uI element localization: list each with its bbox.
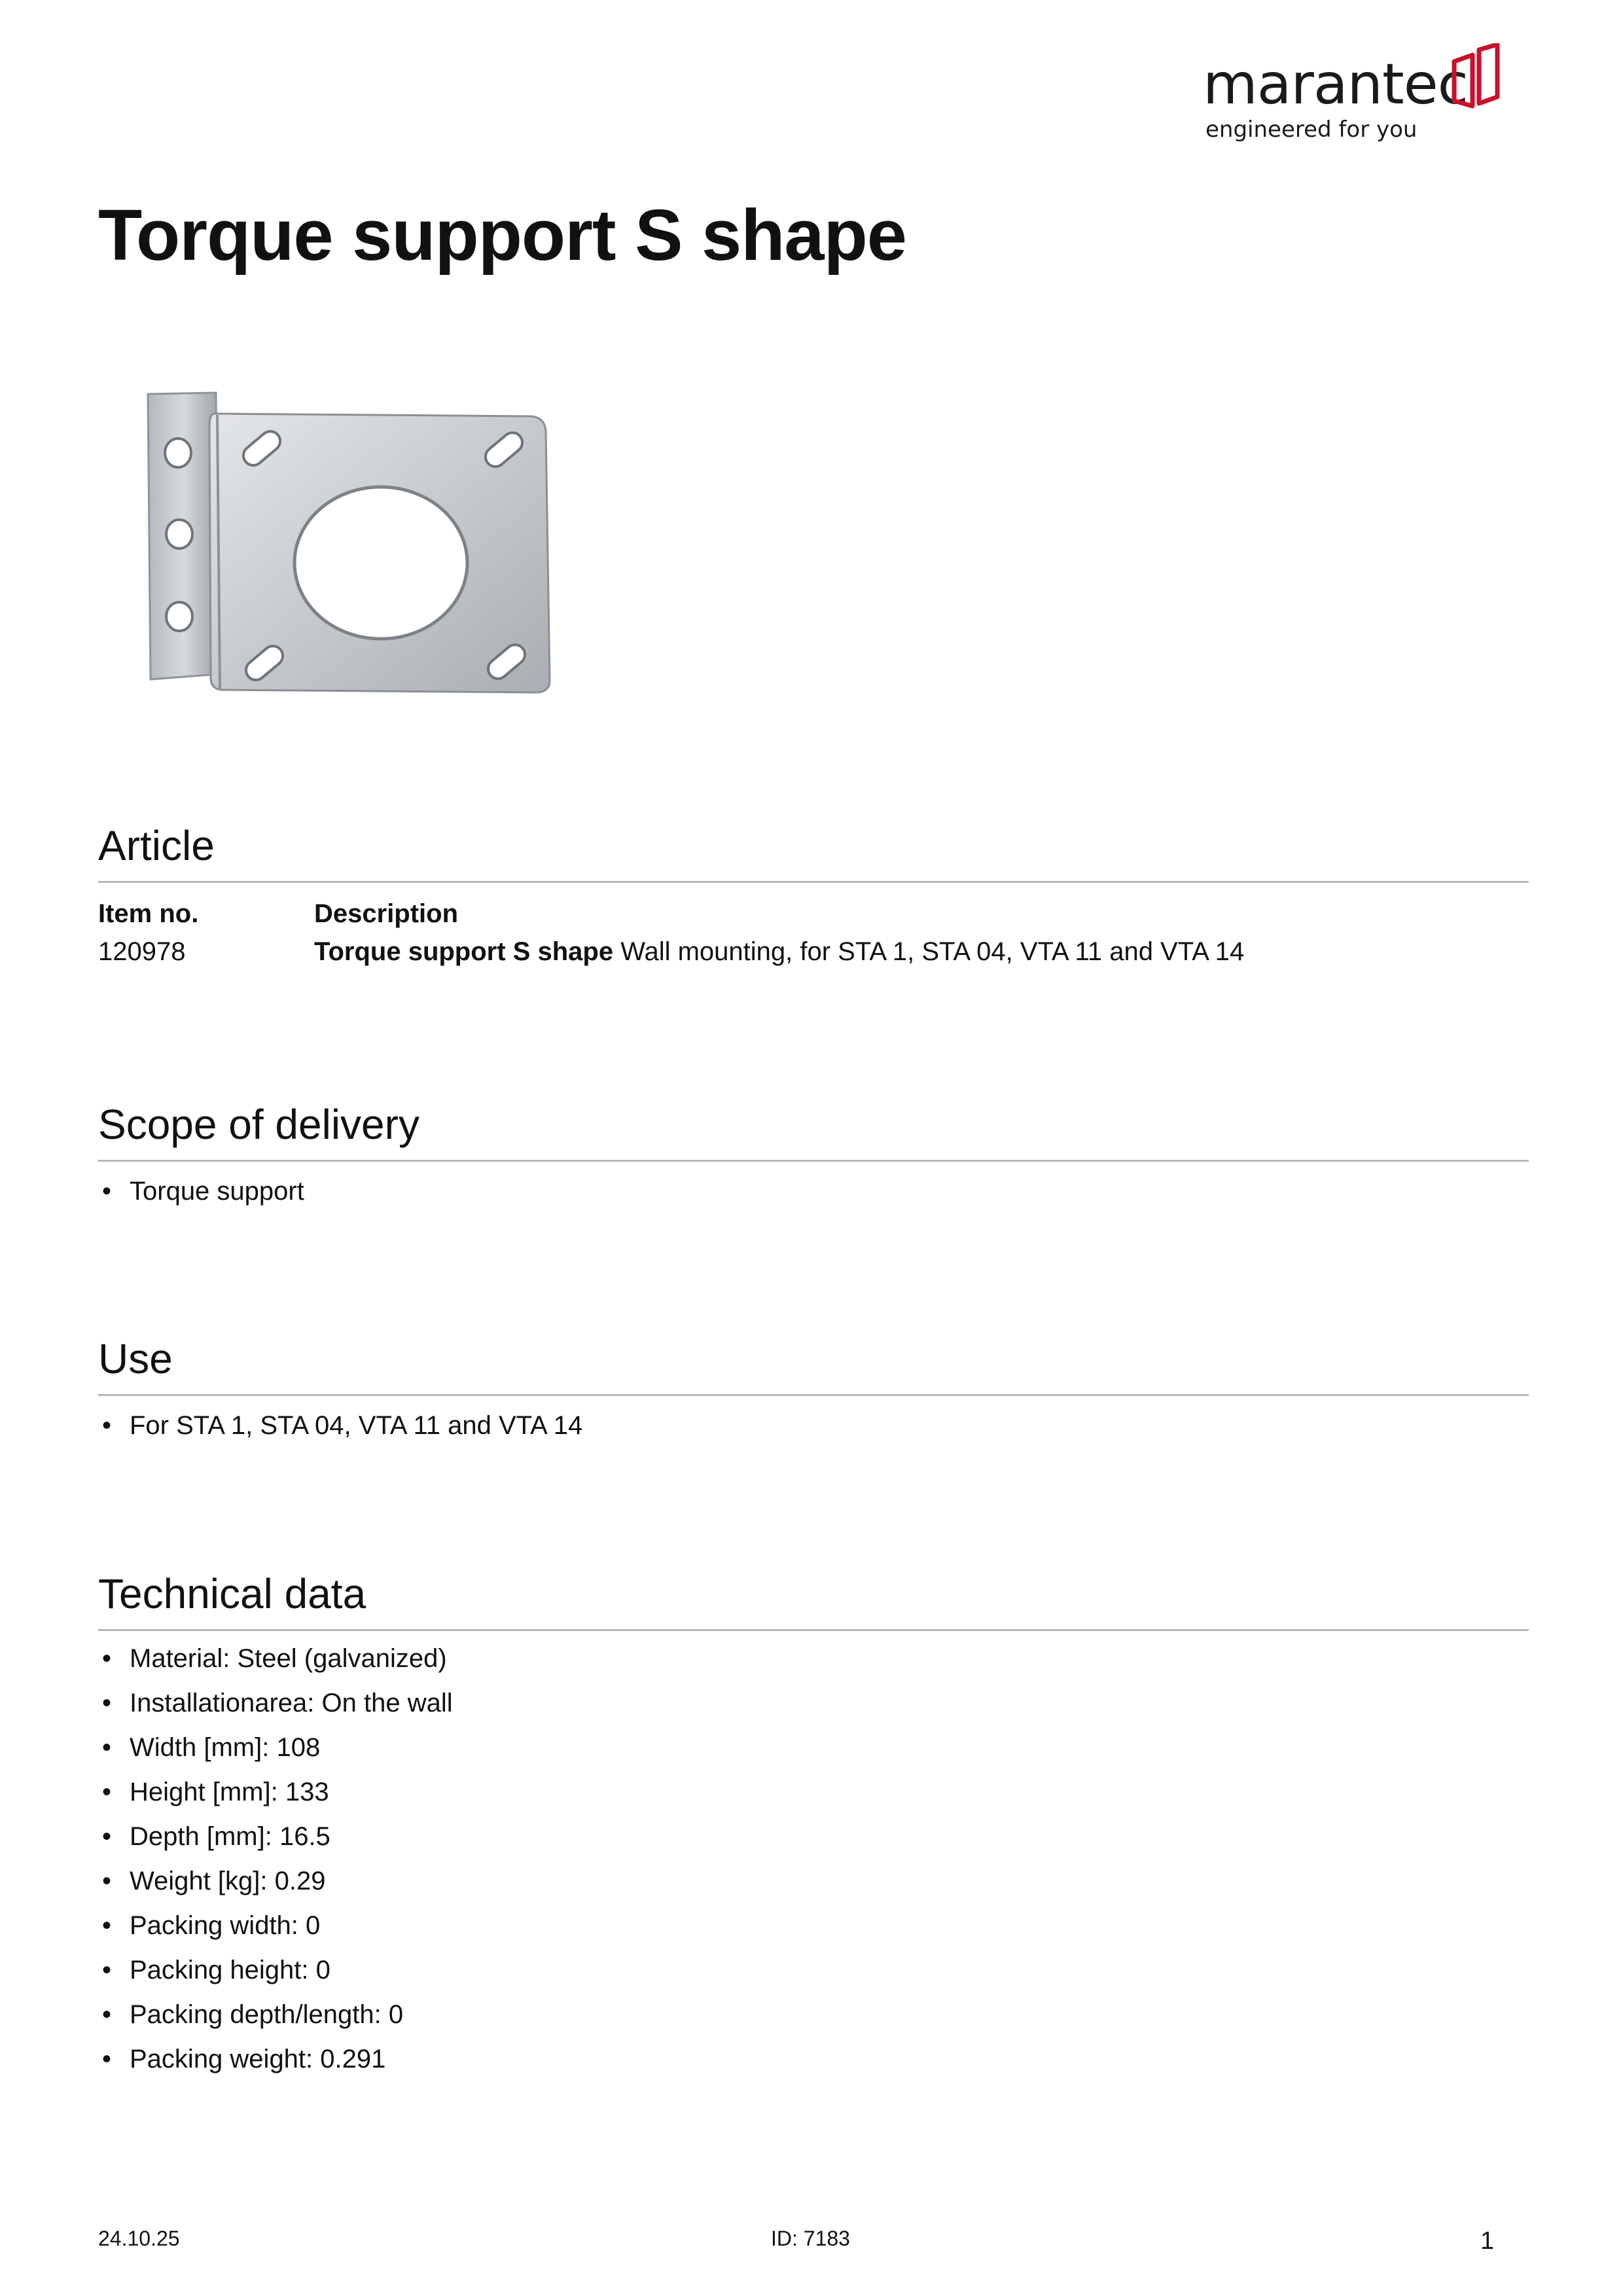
footer-page-number: 1 — [1480, 2227, 1495, 2255]
list-item: • Packing width: 0 — [98, 1909, 453, 1953]
scope-list — [98, 1174, 304, 1219]
use-list — [98, 1408, 582, 1453]
page-title: Torque support S shape — [98, 195, 906, 276]
brand-logo — [1203, 43, 1504, 148]
description-column-header: Description — [314, 899, 459, 928]
list-item: • Installationarea: On the wall — [98, 1686, 453, 1731]
description-value — [314, 935, 1244, 969]
brand-tagline: engineered for you — [1205, 117, 1418, 143]
description-product-name: Torque support S shape — [314, 937, 614, 966]
list-item: • Packing height: 0 — [98, 1953, 453, 1998]
brand-wordmark: marantec — [1203, 52, 1468, 117]
item-no-column-header: Item no. — [98, 899, 199, 928]
list-item: • Weight [kg]: 0.29 — [98, 1864, 453, 1909]
technical-list — [98, 1641, 453, 2087]
torque-support-bracket-photo — [98, 367, 589, 740]
use-divider — [98, 1394, 1529, 1396]
list-item: • Height [mm]: 133 — [98, 1775, 453, 1820]
list-item: • Depth [mm]: 16.5 — [98, 1820, 453, 1864]
description-details: Wall mounting, for STA 1, STA 04, VTA 11 and VTA 14 — [620, 937, 1245, 966]
use-heading: Use — [98, 1335, 173, 1382]
article-divider — [98, 881, 1529, 883]
technical-divider — [98, 1629, 1529, 1631]
list-item: • Torque support — [98, 1174, 304, 1219]
marantec-door-mark-icon — [1450, 43, 1504, 109]
article-heading: Article — [98, 822, 215, 869]
list-item: • Packing weight: 0.291 — [98, 2042, 453, 2087]
list-item: • Width [mm]: 108 — [98, 1731, 453, 1775]
list-item: • Material: Steel (galvanized) — [98, 1641, 453, 1686]
scope-heading: Scope of delivery — [98, 1101, 419, 1148]
item-no-value: 120978 — [98, 937, 186, 966]
list-item: • For STA 1, STA 04, VTA 11 and VTA 14 — [98, 1408, 582, 1453]
technical-heading: Technical data — [98, 1570, 366, 1617]
footer-document-id: ID: 7183 — [771, 2227, 850, 2250]
scope-divider — [98, 1160, 1529, 1162]
list-item: • Packing depth/length: 0 — [98, 1998, 453, 2042]
footer-date: 24.10.25 — [98, 2227, 180, 2250]
